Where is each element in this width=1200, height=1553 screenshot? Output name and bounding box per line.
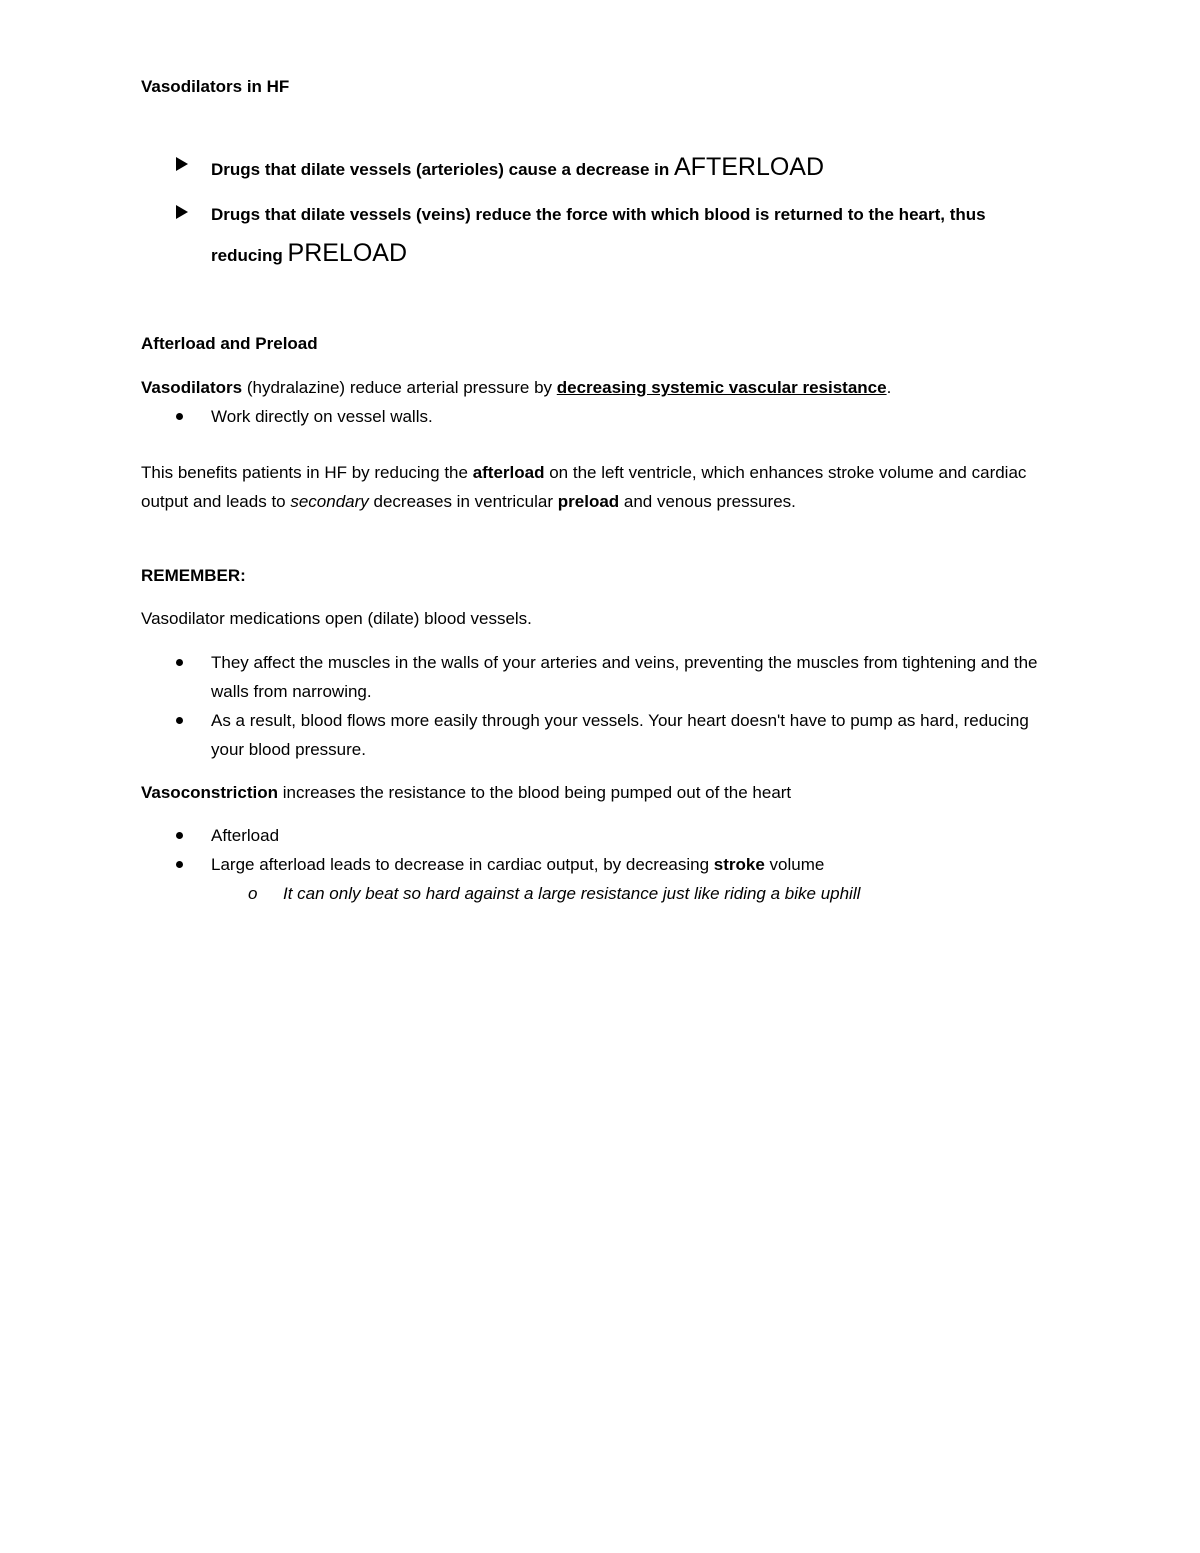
- stroke-term: stroke: [713, 855, 765, 874]
- list-item-text: Work directly on vessel walls.: [211, 407, 433, 426]
- benefit-text: This benefits patients in HF by reducing the: [141, 463, 473, 482]
- list-item-body: volume: [764, 855, 825, 874]
- vasodilators-term: Vasodilators: [141, 378, 243, 397]
- benefit-text: on the left ventricle, which enhances stroke volume and cardiac output and leads to: [141, 463, 1027, 511]
- arrow-bullet-icon: [176, 205, 188, 219]
- remember-paragraph: Vasodilator medications open (dilate) blood vessels.: [141, 609, 532, 628]
- section-heading: Afterload and Preload: [141, 334, 318, 353]
- preload-emphasis: PRELOAD: [287, 239, 407, 267]
- list-item-text: Afterload: [211, 826, 280, 845]
- vasodilators-text: (hydralazine) reduce arterial pressure by: [242, 378, 557, 397]
- bullet-icon: [176, 832, 183, 839]
- arrow-item-body: Drugs that dilate vessels (veins) reduce the force with which blood is returned to the heart, thus reducing: [211, 205, 986, 265]
- vasoconstriction-paragraph: [141, 778, 1041, 807]
- arrow-item-text: [211, 148, 1056, 189]
- benefit-text: decreases in ventricular: [368, 492, 558, 511]
- list-item-text: As a result, blood flows more easily through your vessels. Your heart doesn't have to pump as hard, reducing your blood pressure.: [211, 711, 1029, 759]
- bullet-icon: [176, 413, 183, 420]
- preload-term: preload: [557, 492, 620, 511]
- bullet-icon: [176, 659, 183, 666]
- sub-list-item-text: It can only beat so hard against a large resistance just like riding a bike uphill: [283, 884, 861, 903]
- arrow-bullet-icon: [176, 157, 188, 171]
- afterload-term: afterload: [472, 463, 545, 482]
- vasodilators-paragraph: [141, 373, 1041, 402]
- document-title: Vasodilators in HF: [141, 77, 290, 96]
- list-item-body: Large afterload leads to decrease in cardiac output, by decreasing: [211, 855, 714, 874]
- remember-heading: REMEMBER:: [141, 566, 246, 585]
- list-item-text: They affect the muscles in the walls of your arteries and veins, preventing the muscles from tightening and the walls from narrowing.: [211, 653, 1038, 701]
- vasodilators-end: .: [886, 378, 892, 397]
- benefit-paragraph: [141, 458, 1041, 516]
- bullet-icon: [176, 861, 183, 868]
- arrow-item-text: [211, 196, 1056, 275]
- sub-bullet-marker: o: [248, 884, 258, 903]
- vasoconstriction-text: increases the resistance to the blood being pumped out of the heart: [277, 783, 792, 802]
- resistance-emphasis: decreasing systemic vascular resistance: [556, 378, 887, 397]
- benefit-text: and venous pressures.: [619, 492, 796, 511]
- vasoconstriction-term: Vasoconstriction: [141, 783, 278, 802]
- arrow-item-body: Drugs that dilate vessels (arterioles) cause a decrease in: [211, 160, 674, 179]
- list-item-text: [211, 850, 1046, 879]
- afterload-emphasis: AFTERLOAD: [674, 153, 825, 181]
- secondary-term: secondary: [290, 492, 369, 511]
- bullet-icon: [176, 717, 183, 724]
